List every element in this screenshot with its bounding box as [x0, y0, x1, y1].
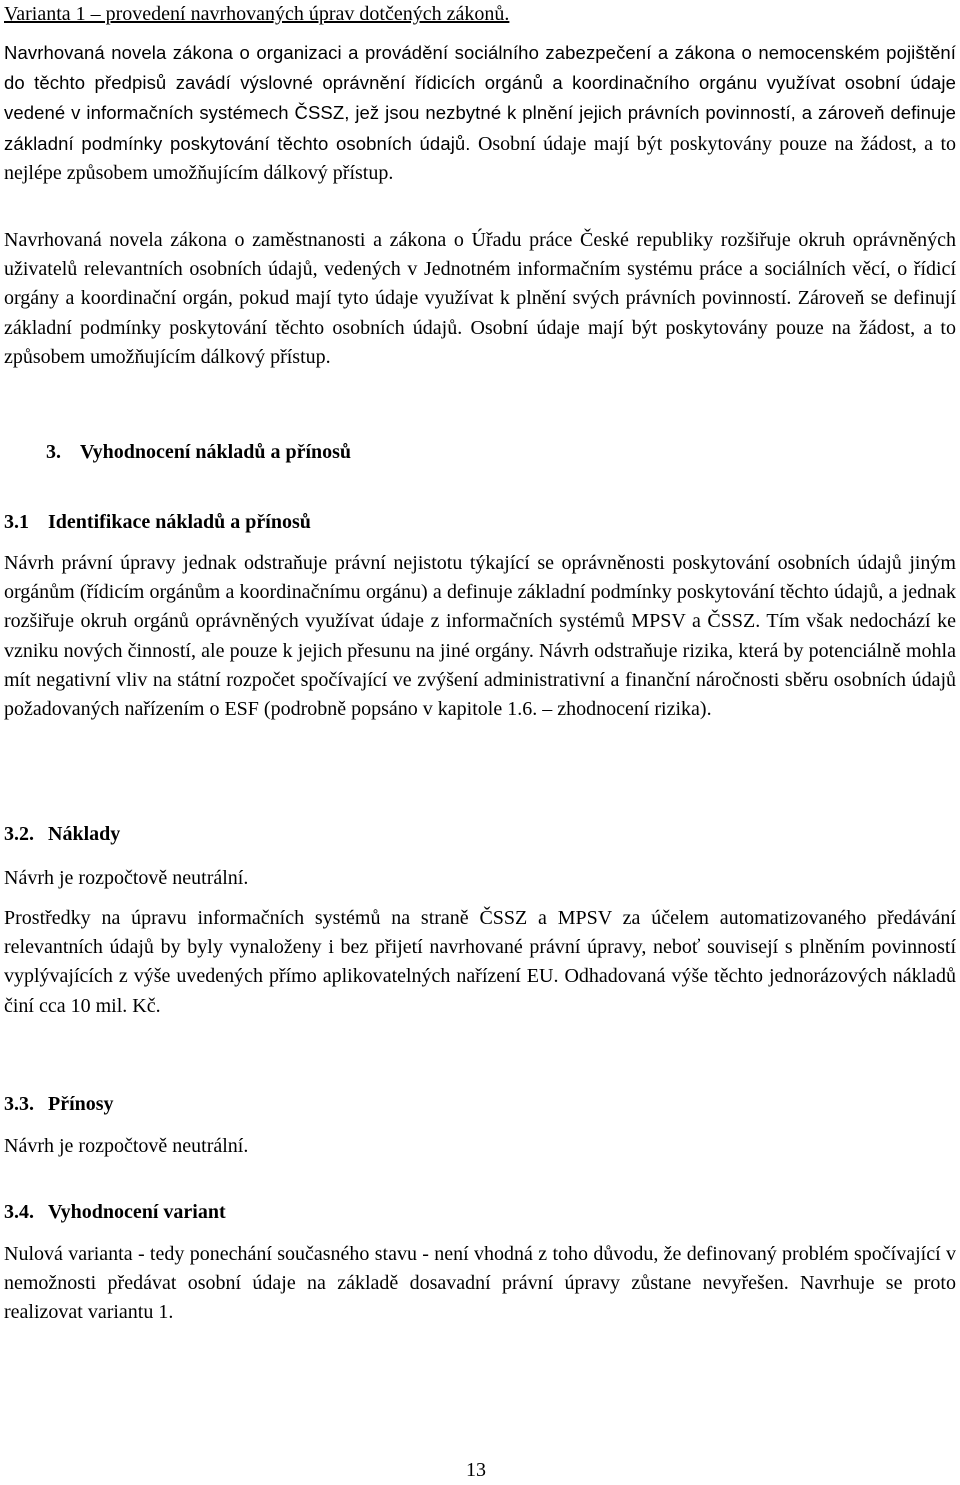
section-heading-3-2: [4, 820, 120, 849]
paragraph-cssz-amendment-main: Navrhovaná novela zákona o organizaci a provádění sociálního zabezpečení a zákona o nemocenském pojištění do těchto předpisů zavádí výslovné oprávnění řídicích orgánů a koordinačního orgánu využívat osobní údaje vedené v informačních systémech ČSSZ, jež jsou nezbytné k plnění jejich právních povinností, a zároveň definuje základní podmínky poskytování těchto osobních údajů.: [4, 42, 956, 154]
paragraph-costs-detail: Prostředky na úpravu informačních systémů na straně ČSSZ a MPSV za účelem automatizovaného předávání relevantních údajů by byly vynaloženy i bez přijetí navrhované právní úpravy, neboť souvisejí s plněním povinností vyplývajících z výše uvedených přímo aplikovatelných nařízení EU. Odhadovaná výše těchto jednorázových nákladů činí cca 10 mil. Kč.: [4, 907, 956, 1017]
section-title: Náklady: [48, 823, 121, 845]
page-number: 13: [466, 1459, 486, 1481]
section-number: 3.3.: [4, 1093, 34, 1115]
section-title: Přínosy: [48, 1093, 114, 1115]
section-number: 3.4.: [4, 1201, 34, 1223]
paragraph-employment-amendment: Navrhovaná novela zákona o zaměstnanosti a zákona o Úřadu práce České republiky rozšiřuje okruh oprávněných uživatelů relevantních osobních údajů, vedených v Jednotném informačním systému práce a sociálních věcí, o řídicí orgány a koordinační orgán, pokud mají tyto údaje využívat k plnění svých právních povinností. Zároveň se definují základní podmínky poskytování těchto osobních údajů. Osobní údaje mají být poskytovány pouze na žádost, a to způsobem umožňujícím dálkový přístup.: [4, 229, 956, 368]
section-title: Vyhodnocení variant: [48, 1201, 226, 1223]
paragraph-identification: Návrh právní úpravy jednak odstraňuje právní nejistotu týkající se oprávněnosti poskytování osobních údajů jiným orgánům (řídicím orgánům a koordinačnímu orgánu) a definuje základní podmínky poskytování těchto údajů, a jednak rozšiřuje okruh orgánů oprávněných využívat údaje z informačních systémů MPSV a ČSSZ. Tím však nedochází ke vzniku nových činností, ale pouze k jejich přesunu na jiné orgány. Návrh odstraňuje rizika, která by potenciálně mohla mít negativní vliv na státní rozpočet spočívající ve zvýšení administrativní a finanční náročnosti sběru osobních údajů požadovaných nařízením o ESF (podrobně popsáno v kapitole 1.6. – zhodnocení rizika).: [4, 552, 956, 721]
paragraph-costs-neutral: Návrh je rozpočtově neutrální.: [4, 867, 249, 889]
section-number: 3.2.: [4, 823, 34, 845]
paragraph-cssz-amendment-tail: Osobní údaje mají být poskytovány pouze na žádost, a to nejlépe způsobem umožňujícím dálkový přístup.: [4, 132, 957, 184]
paragraph-variant-evaluation: Nulová varianta - tedy ponechání současného stavu - není vhodná z toho důvodu, že definovaný problém spočívající v nemožnosti předávat osobní údaje na základě dosavadní právní úpravy zůstane nevyřešen. Navrhuje se proto realizovat variantu 1.: [4, 1243, 956, 1324]
section-title: Vyhodnocení nákladů a přínosů: [80, 441, 352, 463]
section-number: 3.: [46, 441, 61, 463]
section-heading-3-4: [4, 1198, 226, 1227]
section-number: 3.1: [4, 511, 29, 533]
section-heading-3: [46, 438, 351, 467]
variant-heading: Varianta 1 – provedení navrhovaných úprav dotčených zákonů.: [4, 3, 510, 25]
paragraph-benefits-neutral: Návrh je rozpočtově neutrální.: [4, 1135, 249, 1157]
section-title: Identifikace nákladů a přínosů: [48, 511, 311, 533]
section-heading-3-3: [4, 1090, 114, 1119]
section-heading-3-1: [4, 508, 311, 537]
paragraph-cssz-amendment: [4, 38, 956, 188]
